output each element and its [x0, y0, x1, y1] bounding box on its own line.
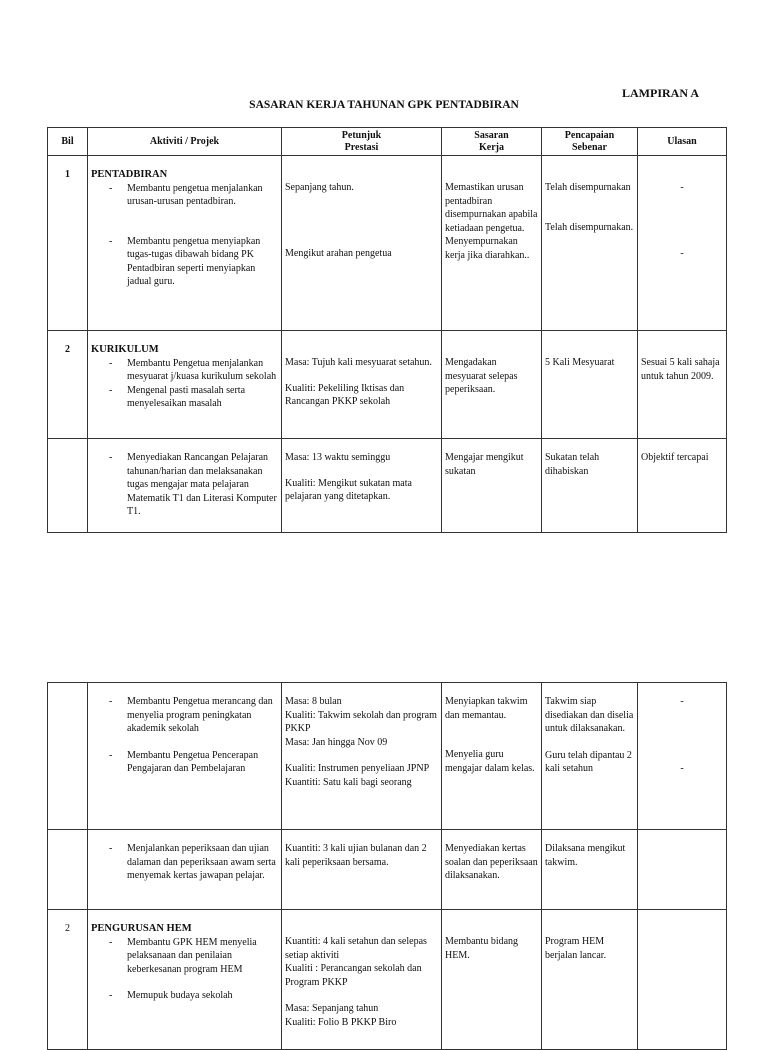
pencapaian-cell: Dilaksana mengikut takwim.: [542, 830, 638, 910]
pencapaian-cell: Telah disempurnakan Telah disempurnakan.: [542, 156, 638, 331]
bil-cell: [48, 830, 88, 910]
list-item: - Membantu pengetua menyiapkan tugas-tugas dibawah bidang PK Pentadbiran seperti menyiapkan jadual guru.: [109, 235, 261, 287]
document-title: SASARAN KERJA TAHUNAN GPK PENTADBIRAN: [249, 99, 519, 111]
list-item: - Membantu GPK HEM menyelia pelaksanaan dan penilaian keberkesanan program HEM: [109, 936, 257, 975]
table-row: [48, 156, 727, 331]
header-aktiviti: Aktiviti / Projek: [88, 128, 282, 156]
header-petunjuk: Petunjuk Prestasi: [282, 128, 442, 156]
list-item: - Membantu pengetua menjalankan urusan-urusan pentadbiran.: [109, 182, 263, 207]
pencapaian-cell: Program HEM berjalan lancar.: [542, 910, 638, 1050]
table-row: [48, 331, 727, 439]
table-header-row: [48, 128, 727, 156]
petunjuk-cell: Masa: Tujuh kali mesyuarat setahun. Kualiti: Pekeliling Iktisas dan Rancangan PKKP sekolah: [282, 331, 442, 439]
bil-cell: 2: [48, 331, 88, 439]
bil-cell: [48, 439, 88, 533]
petunjuk-cell: Kuantiti: 4 kali setahun dan selepas setiap aktiviti Kualiti : Perancangan sekolah dan Program PKKP Masa: Sepanjang tahun Kualiti: Folio B PKKP Biro: [282, 910, 442, 1050]
petunjuk-cell: Sepanjang tahun. Mengikut arahan pengetua: [282, 156, 442, 331]
ulasan-cell: - -: [638, 156, 727, 331]
bil-cell: [48, 683, 88, 830]
pencapaian-cell: Sukatan telah dihabiskan: [542, 439, 638, 533]
ulasan-cell: Sesuai 5 kali sahaja untuk tahun 2009.: [638, 331, 727, 439]
aktiviti-cell: [88, 331, 282, 439]
pencapaian-cell: 5 Kali Mesyuarat: [542, 331, 638, 439]
section-title: KURIKULUM: [91, 344, 159, 355]
petunjuk-cell: Masa: 13 waktu seminggu Kualiti: Mengikut sukatan mata pelajaran yang ditetapkan.: [282, 439, 442, 533]
aktiviti-cell: [88, 156, 282, 331]
sasaran-cell: Menyiapkan takwim dan memantau. Menyelia guru mengajar dalam kelas.: [442, 683, 542, 830]
table-row: [48, 830, 727, 910]
header-pencapaian: Pencapaian Sebenar: [542, 128, 638, 156]
bil-cell: 1: [48, 156, 88, 331]
sasaran-cell: Membantu bidang HEM.: [442, 910, 542, 1050]
list-item: - Memupuk budaya sekolah: [109, 990, 233, 1001]
lampiran-label: LAMPIRAN A: [622, 86, 699, 100]
header-bil: Bil: [48, 128, 88, 156]
pencapaian-cell: Takwim siap disediakan dan diselia untuk dilaksanakan. Guru telah dipantau 2 kali setahun: [542, 683, 638, 830]
aktiviti-cell: [88, 830, 282, 910]
table-row: [48, 683, 727, 830]
header-ulasan: Ulasan: [638, 128, 727, 156]
ulasan-cell: [638, 910, 727, 1050]
petunjuk-cell: Masa: 8 bulan Kualiti: Takwim sekolah dan program PKKP Masa: Jan hingga Nov 09 Kualiti: Instrumen penyeliaan JPNP Kuantiti: Satu kali bagi seorang: [282, 683, 442, 830]
sasaran-cell: Mengajar mengikut sukatan: [442, 439, 542, 533]
list-item: - Menjalankan peperiksaan dan ujian dalaman dan peperiksaan awam serta menyemak kertas jawapan pelajar.: [109, 843, 276, 881]
section-title: PENGURUSAN HEM: [91, 923, 192, 934]
list-item: - Membantu Pengetua menjalankan mesyuarat j/kuasa kurikulum sekolah: [109, 357, 277, 382]
petunjuk-cell: Kuantiti: 3 kali ujian bulanan dan 2 kali peperiksaan bersama.: [282, 830, 442, 910]
list-item: - Membantu Pengetua Pencerapan Pengajaran dan Pembelajaran: [109, 749, 259, 774]
sasaran-kerja-table-2: [47, 682, 727, 1050]
table-row: [48, 439, 727, 533]
sasaran-cell: Menyediakan kertas soalan dan peperiksaan dilaksanakan.: [442, 830, 542, 910]
sasaran-kerja-table-1: [47, 127, 727, 533]
aktiviti-cell: [88, 683, 282, 830]
ulasan-cell: [638, 830, 727, 910]
aktiviti-cell: [88, 439, 282, 533]
ulasan-cell: - -: [638, 683, 727, 830]
bil-cell: 2: [48, 910, 88, 1050]
section-title: PENTADBIRAN: [91, 169, 168, 180]
list-item: - Mengenal pasti masalah serta menyelesaikan masalah: [109, 384, 246, 409]
sasaran-cell: Mengadakan mesyuarat selepas peperiksaan.: [442, 331, 542, 439]
ulasan-cell: Objektif tercapai: [638, 439, 727, 533]
list-item: - Menyediakan Rancangan Pelajaran tahunan/harian dan melaksanakan tugas mengajar mata pelajaran Matematik T1 dan Literasi Komputer T1.: [109, 452, 277, 517]
table-row: [48, 910, 727, 1050]
sasaran-cell: Memastikan urusan pentadbiran disempurnakan apabila ketiadaan pengetua. Menyempurnakan kerja jika diarahkan..: [442, 156, 542, 331]
list-item: - Membantu Pengetua merancang dan menyelia program peningkatan akademik sekolah: [109, 696, 273, 734]
header-sasaran: Sasaran Kerja: [442, 128, 542, 156]
aktiviti-cell: [88, 910, 282, 1050]
